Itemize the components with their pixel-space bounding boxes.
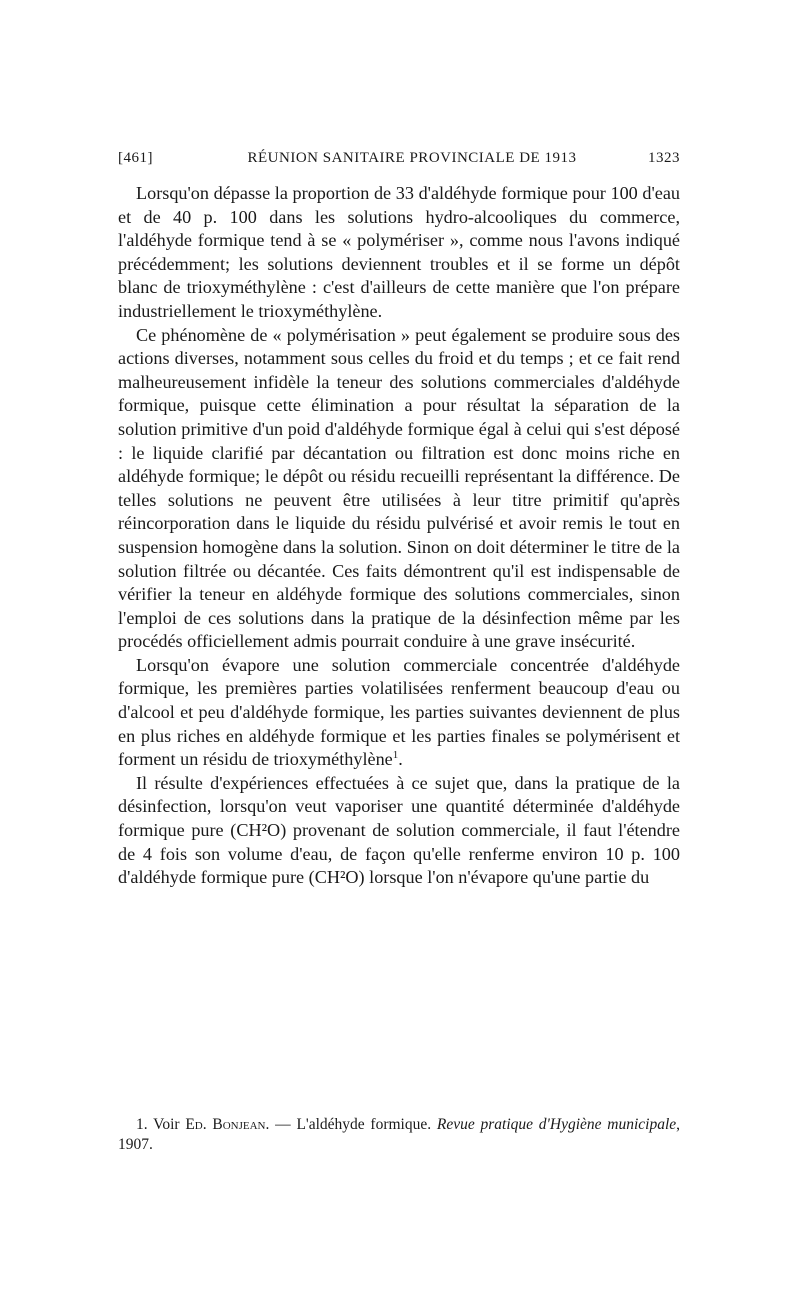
running-title: RÉUNION SANITAIRE PROVINCIALE DE 1913 [247, 150, 577, 166]
paragraph-3: Lorsqu'on évapore une solution commerciale concentrée d'aldéhyde formique, les premières parties volatilisées renferment beaucoup d'eau ou d'alcool et peu d'aldéhyde formique, les parties suivantes deviennent de plus en plus riches en aldéhyde formique et les parties finales se polymérisent et forment un résidu de trioxyméthylène$^1$. [118, 654, 680, 770]
footnote-number: 1. [136, 1116, 148, 1133]
page-reference: [461] [118, 150, 153, 166]
page-number: 1323 [648, 150, 680, 166]
footnote-title: L'aldéhyde formique. [296, 1116, 432, 1133]
body-text [118, 182, 680, 890]
footnote-lead: Voir [153, 1116, 180, 1133]
paragraph-4: Il résulte d'expériences effectuées à ce sujet que, dans la pratique de la désinfection, lorsqu'on veut vaporiser une quantité déterminée d'aldéhyde formique pure (CH²O) provenant de solution commerciale, il faut l'étendre de 4 fois son volume d'eau, de façon qu'elle renferme environ 10 p. 100 d'aldéhyde formique pure (CH²O) lorsque l'on n'évapore qu'une partie du [118, 772, 680, 888]
footnote-journal: Revue pratique d'Hygiène municipale [436, 1116, 677, 1133]
paragraph-1: Lorsqu'on dépasse la proportion de 33 d'aldéhyde formique pour 100 d'eau et de 40 p. 100 dans les solutions hydro-alcooliques du commerce, l'aldéhyde formique tend à se « polymériser », comme nous l'avons indiqué précédemment; les solutions deviennent troubles et il se forme un dépôt blanc de trioxyméthylène : c'est d'ailleurs de cette manière que l'on prépare industriellement le trioxyméthylène. [118, 183, 680, 321]
footnote [118, 1115, 680, 1155]
footnote-year: , 1907. [118, 1116, 681, 1153]
running-header [118, 150, 680, 172]
paragraph-2: Ce phénomène de « polymérisation » peut également se produire sous des actions diverses, notamment sous celles du froid et du temps ; et ce fait rend malheureusement infidèle la teneur des solutions commerciales d'aldéhyde formique, puisque cette élimination a pour résultat la séparation de la solution primitive d'un poid d'aldéhyde formique égal à celui qui s'est déposé : le liquide clarifié par décantation ou filtration est donc moins riche en aldéhyde formique; le dépôt ou résidu recueilli représentant la différence. De telles solutions ne peuvent être utilisées à leur titre primitif qu'après réincorporation dans le liquide du résidu pulvérisé et avoir remis le tout en suspension homogène dans la solution. Sinon on doit déterminer le titre de la solution filtrée ou décantée. Ces faits démontrent qu'il est indispensable de vérifier la teneur en aldéhyde formique des solutions commerciales, sinon l'emploi de ces solutions dans la pratique de la désinfection même par les procédés officiellement admis pourrait conduire à une grave insécurité. [118, 324, 680, 652]
footnote-dash: — [275, 1116, 291, 1133]
paragraph-3-text: Lorsqu'on évapore une solution commerciale concentrée d'aldéhyde formique, les premières parties volatilisées renferment beaucoup d'eau ou d'alcool et peu d'aldéhyde formique, les parties suivantes deviennent de plus en plus riches en aldéhyde formique et les parties finales se polymérisent et forment un résidu de trioxyméthylène [118, 654, 680, 770]
footnote-text [118, 1115, 680, 1155]
footnote-author: Ed. Bonjean. [185, 1116, 270, 1133]
footnote-reference: 1 [392, 749, 399, 762]
